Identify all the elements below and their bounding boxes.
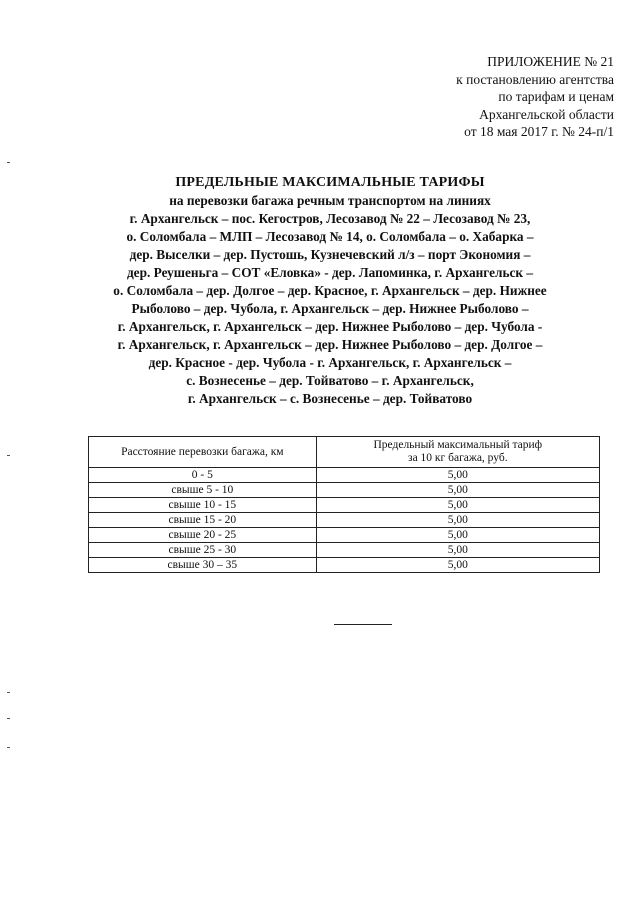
title-subtitle bbox=[40, 192, 620, 408]
margin-mark bbox=[7, 162, 10, 163]
tariff-table bbox=[88, 436, 600, 573]
title-line: дер. Красное - дер. Чубола - г. Архангельск, г. Архангельск – bbox=[148, 355, 512, 370]
title-line: на перевозки багажа речным транспортом на линиях bbox=[169, 193, 491, 208]
header-tariff: Предельный максимальный тариф за 10 кг багажа, руб. bbox=[316, 437, 599, 468]
tariff-cell: 5,00 bbox=[316, 558, 599, 573]
margin-mark bbox=[7, 455, 10, 456]
tariff-cell: 5,00 bbox=[316, 528, 599, 543]
appendix-header bbox=[374, 53, 614, 141]
margin-mark bbox=[7, 718, 10, 719]
appendix-line: к постановлению агентства bbox=[456, 71, 614, 87]
title-line: г. Архангельск, г. Архангельск – дер. Нижнее Рыболово – дер. Чубола - bbox=[117, 319, 543, 334]
title-line: дер. Выселки – дер. Пустошь, Кузнечевский л/з – порт Экономия – bbox=[129, 247, 531, 262]
document-title bbox=[40, 174, 620, 408]
tariff-cell: 5,00 bbox=[316, 513, 599, 528]
table-row bbox=[89, 543, 600, 558]
distance-cell: свыше 5 - 10 bbox=[89, 483, 317, 498]
title-line: дер. Реушеньга – СОТ «Еловка» - дер. Лапоминка, г. Архангельск – bbox=[126, 265, 534, 280]
tariff-cell: 5,00 bbox=[316, 543, 599, 558]
distance-cell: 0 - 5 bbox=[89, 468, 317, 483]
table-row bbox=[89, 558, 600, 573]
appendix-line: по тарифам и ценам bbox=[498, 89, 614, 104]
header-distance: Расстояние перевозки багажа, км bbox=[89, 437, 317, 468]
margin-mark bbox=[7, 747, 10, 748]
distance-cell: свыше 10 - 15 bbox=[89, 498, 317, 513]
title-main: ПРЕДЕЛЬНЫЕ МАКСИМАЛЬНЫЕ ТАРИФЫ bbox=[175, 175, 485, 190]
distance-cell: свыше 20 - 25 bbox=[89, 528, 317, 543]
title-line: о. Соломбала – дер. Долгое – дер. Красное, г. Архангельск – дер. Нижнее bbox=[113, 283, 547, 298]
distance-cell: свыше 15 - 20 bbox=[89, 513, 317, 528]
title-line: г. Архангельск – с. Вознесенье – дер. Тойватово bbox=[187, 391, 473, 406]
table-row bbox=[89, 483, 600, 498]
appendix-line: от 18 мая 2017 г. № 24-п/1 bbox=[464, 124, 614, 139]
table-row bbox=[89, 513, 600, 528]
appendix-line: ПРИЛОЖЕНИЕ № 21 bbox=[487, 54, 614, 69]
appendix-line: Архангельской области bbox=[479, 106, 614, 122]
margin-mark bbox=[7, 692, 10, 693]
table-row bbox=[89, 498, 600, 513]
tariff-cell: 5,00 bbox=[316, 483, 599, 498]
title-line: о. Соломбала – МЛП – Лесозавод № 14, о. Соломбала – о. Хабарка – bbox=[126, 229, 534, 244]
tariff-cell: 5,00 bbox=[316, 468, 599, 483]
tariff-cell: 5,00 bbox=[316, 498, 599, 513]
table-row bbox=[89, 528, 600, 543]
title-line: Рыболово – дер. Чубола, г. Архангельск – дер. Нижнее Рыболово – bbox=[131, 301, 529, 316]
distance-cell: свыше 30 – 35 bbox=[89, 558, 317, 573]
title-line: г. Архангельск, г. Архангельск – дер. Нижнее Рыболово – дер. Долгое – bbox=[117, 337, 543, 352]
title-line: с. Вознесенье – дер. Тойватово – г. Архангельск, bbox=[186, 373, 474, 388]
table-header-row bbox=[89, 437, 600, 468]
distance-cell: свыше 25 - 30 bbox=[89, 543, 317, 558]
end-divider bbox=[334, 624, 392, 625]
title-line: г. Архангельск – пос. Кегостров, Лесозавод № 22 – Лесозавод № 23, bbox=[129, 211, 531, 226]
table-row bbox=[89, 468, 600, 483]
